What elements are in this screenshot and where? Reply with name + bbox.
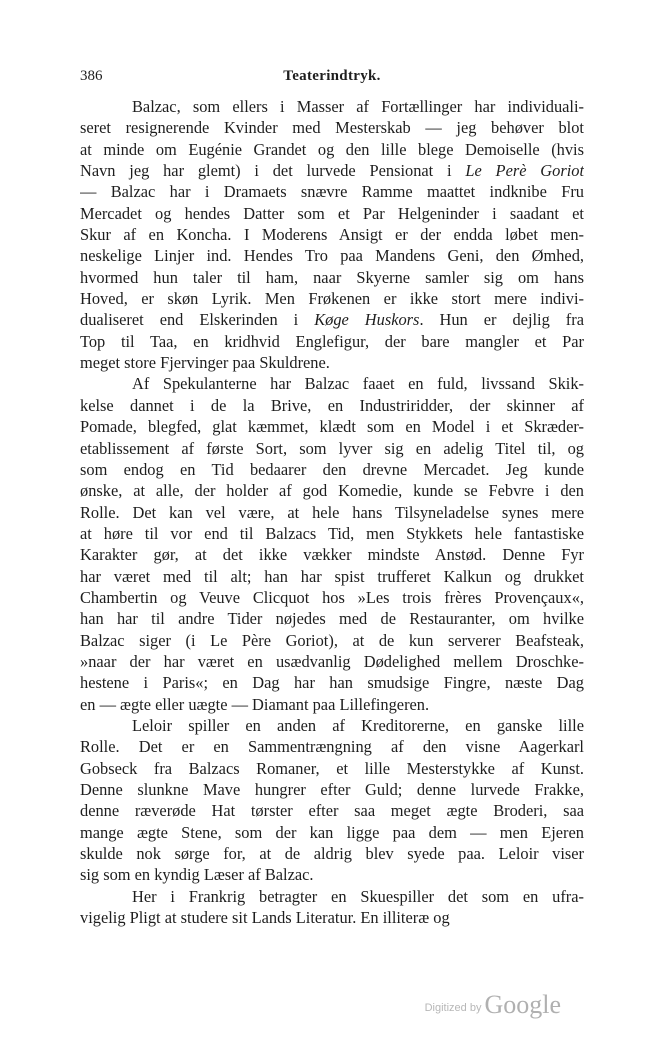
text-line: Gobseck fra Balzacs Romaner, et lille Mesterstykke af Kunst. [80,758,584,778]
text-line: at minde om Eugénie Grandet og den lille blege Demoiselle (hvis [80,139,584,159]
text-line: Hoved, er skøn Lyrik. Men Frøkenen er ikke stort mere indivi- [80,289,584,309]
text-line: en — ægte eller uægte — Diamant paa Lillefingeren. [80,694,430,714]
text-line: dualiseret end Elskerinden i Køge Huskors. Hun er dejlig fra [80,310,584,330]
text-line: vigelig Pligt at studere sit Lands Literatur. En illiteræ og [80,908,450,928]
paragraph [80,886,584,929]
text-line: Rolle. Det er en Sammentrængning af den visne Aagerkarl [80,737,584,757]
text-line: Denne slunkne Mave hungrer efter Guld; denne lurvede Frakke, [80,780,584,799]
text-line: Balzac, som ellers i Masser af Fortællinger har individuali- [132,97,584,116]
text-line: denne ræverøde Hat tørster efter saa meget ægte Broderi, saa [80,801,584,821]
google-logo: Google [484,990,561,1019]
text-line: Her i Frankrig betragter en Skuespiller det som en ufra- [132,886,584,906]
italic-title: Le Perè Goriot [465,161,584,181]
text-line: Skur af en Koncha. I Moderens Ansigt er der endda løbet men- [80,225,584,245]
text-line: Chambertin og Veuve Clicquot hos »Les trois frères Provençaux«, [80,587,584,607]
text-line: »naar der har været en usædvanlig Dødelighed mellem Droschke- [80,651,584,671]
italic-title: Køge Huskors [314,310,420,330]
text-line: etablissement af første Sort, som lyver sig en adelig Titel til, og [80,438,584,458]
text-line: sig som en kyndig Læser af Balzac. [80,865,314,885]
paragraph [80,373,584,715]
text-line: — Balzac har i Dramaets snævre Ramme maattet indknibe Fru [80,182,584,202]
text-line: han har til andre Tider nøjedes med de Restauranter, om hvilke [80,609,584,629]
text-line: mange ægte Stene, som der kan ligge paa dem — men Ejeren [80,822,584,842]
text-line: Karakter gør, at det ikke vækker mindste Anstød. Denne Fyr [80,545,584,565]
body-text [80,96,584,928]
page-header [80,68,584,90]
text-line: Pomade, blegfed, glat kæmmet, klædt som en Model i et Skræder- [80,417,584,437]
digitized-watermark [425,990,561,1020]
text-line: Top til Taa, en kridhvid Englefigur, der bare mangler et Par [80,331,584,351]
text-line: Rolle. Det kan vel være, at hele hans Tilsyneladelse synes mere [80,502,584,522]
text-line: har været med til alt; han har spist trufferet Kalkun og drukket [80,566,584,586]
text-line: Balzac siger (i Le Père Goriot), at de kun serverer Beafsteak, [80,630,584,650]
text-line: Navn jeg har glemt) i det lurvede Pensionat i Le Perè Goriot [80,161,584,181]
text-line: meget store Fjervinger paa Skuldrene. [80,353,330,373]
text-line: som endog en Tid bedaarer den drevne Mercadet. Jeg kunde [80,459,584,479]
text-line: kelse dannet i de la Brive, en Industriridder, der skinner af [80,395,584,415]
text-line: neskelige Linjer ind. Hendes Tro paa Mandens Geni, den Ømhed, [80,246,584,266]
text-line: Mercadet og hendes Datter som et Par Helgeninder i saadant et [80,203,584,223]
text-line: at høre til vor end til Balzacs Tid, men Stykkets hele fantastiske [80,523,584,543]
text-line: hvormed hun taler til ham, naar Skyerne samler sig om hans [80,267,584,287]
paragraph [80,715,584,886]
text-line: ønske, at alle, der holder af god Komedie, kunde se Febvre i den [80,481,584,501]
text-line: Leloir spiller en anden af Kreditorerne, en ganske lille [132,715,584,735]
watermark-prefix: Digitized by [424,1002,482,1014]
text-line: seret resignerende Kvinder med Mesterskab — jeg behøver blot [80,118,584,138]
paragraph [80,96,584,373]
running-title: Teaterindtryk. [283,68,381,84]
text-line: hestene i Paris«; en Dag har han smudsige Fingre, næste Dag [80,673,584,693]
page-number: 386 [80,68,103,84]
text-line: Af Spekulanterne har Balzac faaet en fuld, livssand Skik- [132,374,584,394]
text-line: skulde nok sørge for, at de aldrig blev syede paa. Leloir viser [80,844,584,864]
